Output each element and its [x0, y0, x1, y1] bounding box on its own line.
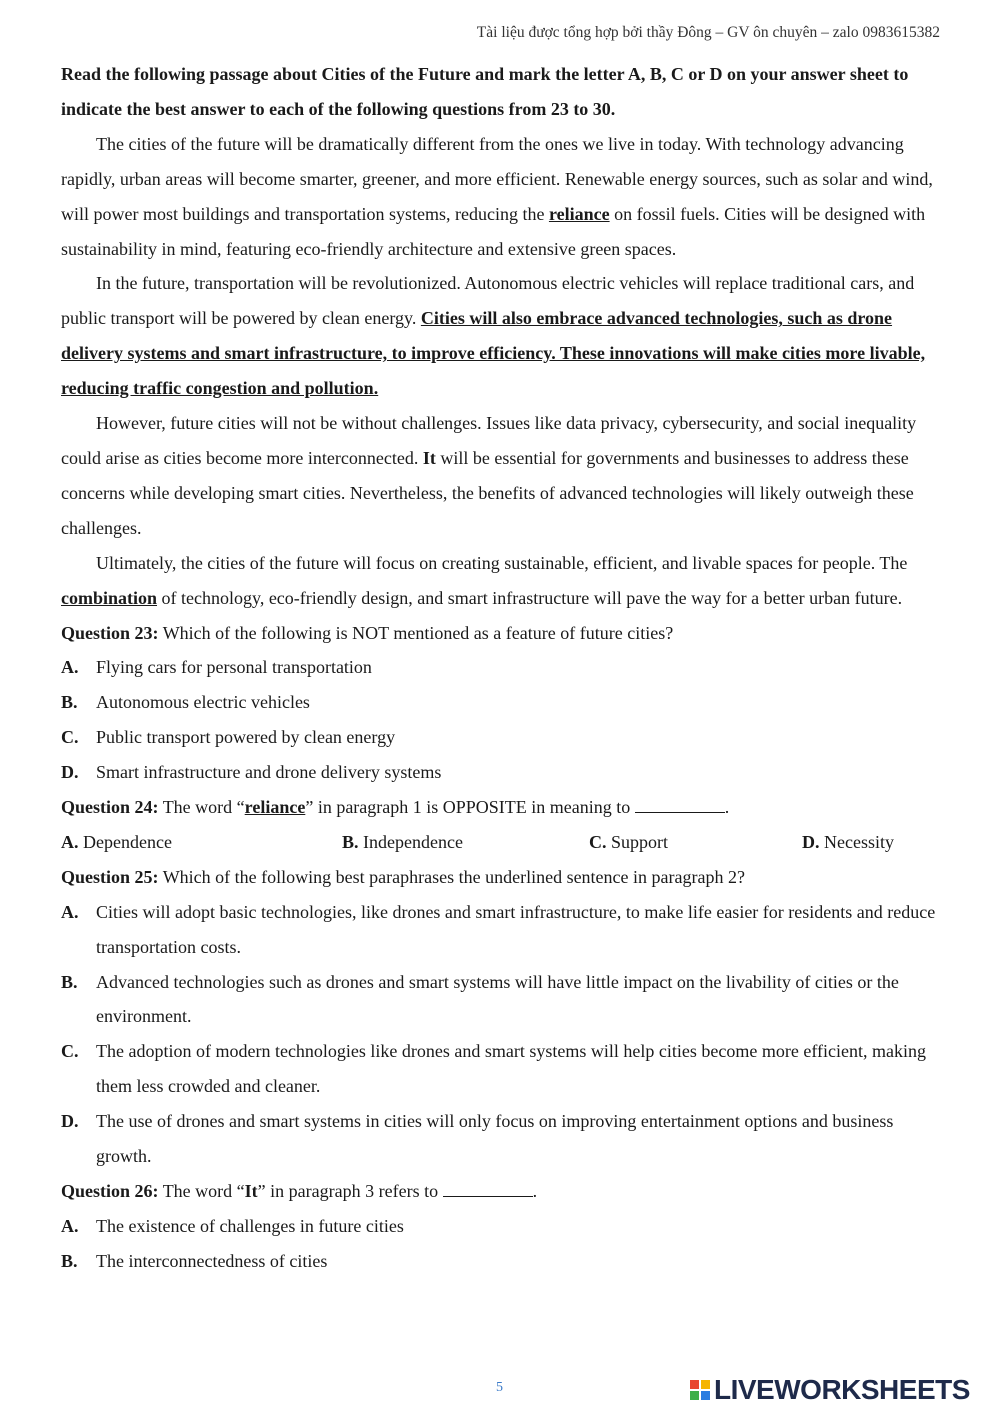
- question-label: Question 24:: [61, 797, 159, 818]
- paragraph-3: However, future cities will not be without challenges. Issues like data privacy, cybersecurity, and social inequality could arise as cities become more interconnected. It will be essential for governments and businesses to address these concerns while developing smart cities. Nevertheless, the benefits of advanced technologies will likely outweigh these challenges.: [61, 413, 917, 538]
- page-header: Tài liệu được tổng hợp bởi thầy Đông – GV ôn chuyên – zalo 0983615382: [476, 24, 940, 41]
- q24-option-d[interactable]: D. Necessity: [802, 831, 894, 852]
- q24-option-b[interactable]: B. Independence: [342, 831, 463, 852]
- brand-text: LIVEWORKSHEETS: [714, 1374, 970, 1405]
- answer-blank[interactable]: [635, 798, 725, 813]
- question-label: Question 23:: [61, 622, 159, 643]
- q23-option-c[interactable]: C. Public transport powered by clean energy: [61, 727, 396, 748]
- question-26: Question 26: The word “It” in paragraph 3 refers to .: [61, 1180, 538, 1201]
- q26-option-a[interactable]: A. The existence of challenges in future cities: [61, 1215, 404, 1236]
- underlined-sentence: Cities will also embrace advanced technologies, such as drone delivery systems and smart infrastructure, to improve efficiency. These innovations will make cities more livable, reducing traffic congestion and pollution.: [61, 308, 926, 399]
- keyword-combination: combination: [61, 587, 158, 608]
- q25-option-a[interactable]: A. Cities will adopt basic technologies, like drones and smart infrastructure, to make life easier for residents and reduce transportation costs.: [61, 901, 936, 957]
- question-text: Which of the following is NOT mentioned as a feature of future cities?: [158, 622, 674, 643]
- question-label: Question 26:: [61, 1180, 159, 1201]
- q24-option-c[interactable]: C. Support: [589, 831, 669, 852]
- q23-option-b[interactable]: B. Autonomous electric vehicles: [61, 692, 310, 713]
- instructions: Read the following passage about Cities of the Future and mark the letter A, B, C or D on your answer sheet to indicate the best answer to each of the following questions from 23 to 30.: [61, 64, 909, 119]
- q26-option-b[interactable]: B. The interconnectedness of cities: [61, 1250, 328, 1271]
- question-text: Which of the following best paraphrases the underlined sentence in paragraph 2?: [158, 866, 745, 887]
- q23-option-d[interactable]: D. Smart infrastructure and drone delivery systems: [61, 762, 442, 783]
- q24-options-row: [61, 825, 941, 860]
- liveworksheets-logo-icon: [690, 1380, 710, 1400]
- page-number: 5: [496, 1380, 503, 1395]
- question-23: [61, 616, 941, 651]
- question-label: Question 25:: [61, 866, 159, 887]
- keyword-it: It: [422, 447, 436, 468]
- q25-option-c[interactable]: C. The adoption of modern technologies like drones and smart systems will help cities become more efficient, making them less crowded and cleaner.: [61, 1041, 926, 1097]
- paragraph-4: Ultimately, the cities of the future will focus on creating sustainable, efficient, and livable spaces for people. The combination of technology, eco-friendly design, and smart infrastructure will pave the way for a better urban future.: [61, 552, 908, 608]
- q23-option-a[interactable]: A. Flying cars for personal transportation: [61, 657, 372, 678]
- answer-blank[interactable]: [443, 1182, 533, 1197]
- q24-option-a[interactable]: A. Dependence: [61, 831, 172, 852]
- worksheet-content: [61, 57, 941, 1279]
- q25-option-b[interactable]: B. Advanced technologies such as drones and smart systems will have little impact on the livability of cities or the environment.: [61, 971, 899, 1027]
- question-24: Question 24: The word “reliance” in paragraph 1 is OPPOSITE in meaning to .: [61, 797, 730, 818]
- keyword-reliance: reliance: [548, 203, 610, 224]
- question-25: [61, 860, 941, 895]
- paragraph-2: In the future, transportation will be revolutionized. Autonomous electric vehicles will replace traditional cars, and public transport will be powered by clean energy. Cities will also embrace advanced technologies, such as drone delivery systems and smart infrastructure, to improve efficiency. These innovations will make cities more livable, reducing traffic congestion and pollution.: [61, 273, 926, 399]
- q25-option-d[interactable]: D. The use of drones and smart systems in cities will only focus on improving entertainment options and business growth.: [61, 1111, 894, 1167]
- liveworksheets-logo[interactable]: [690, 1374, 970, 1406]
- keyword-reliance: reliance: [244, 797, 306, 818]
- keyword-it: It: [244, 1180, 258, 1201]
- paragraph-1: The cities of the future will be dramatically different from the ones we live in today. With technology advancing rapidly, urban areas will become smarter, greener, and more efficient. Renewable energy sources, such as solar and wind, will power most buildings and transportation systems, reducing the reliance on fossil fuels. Cities will be designed with sustainability in mind, featuring eco-friendly architecture and extensive green spaces.: [61, 133, 933, 259]
